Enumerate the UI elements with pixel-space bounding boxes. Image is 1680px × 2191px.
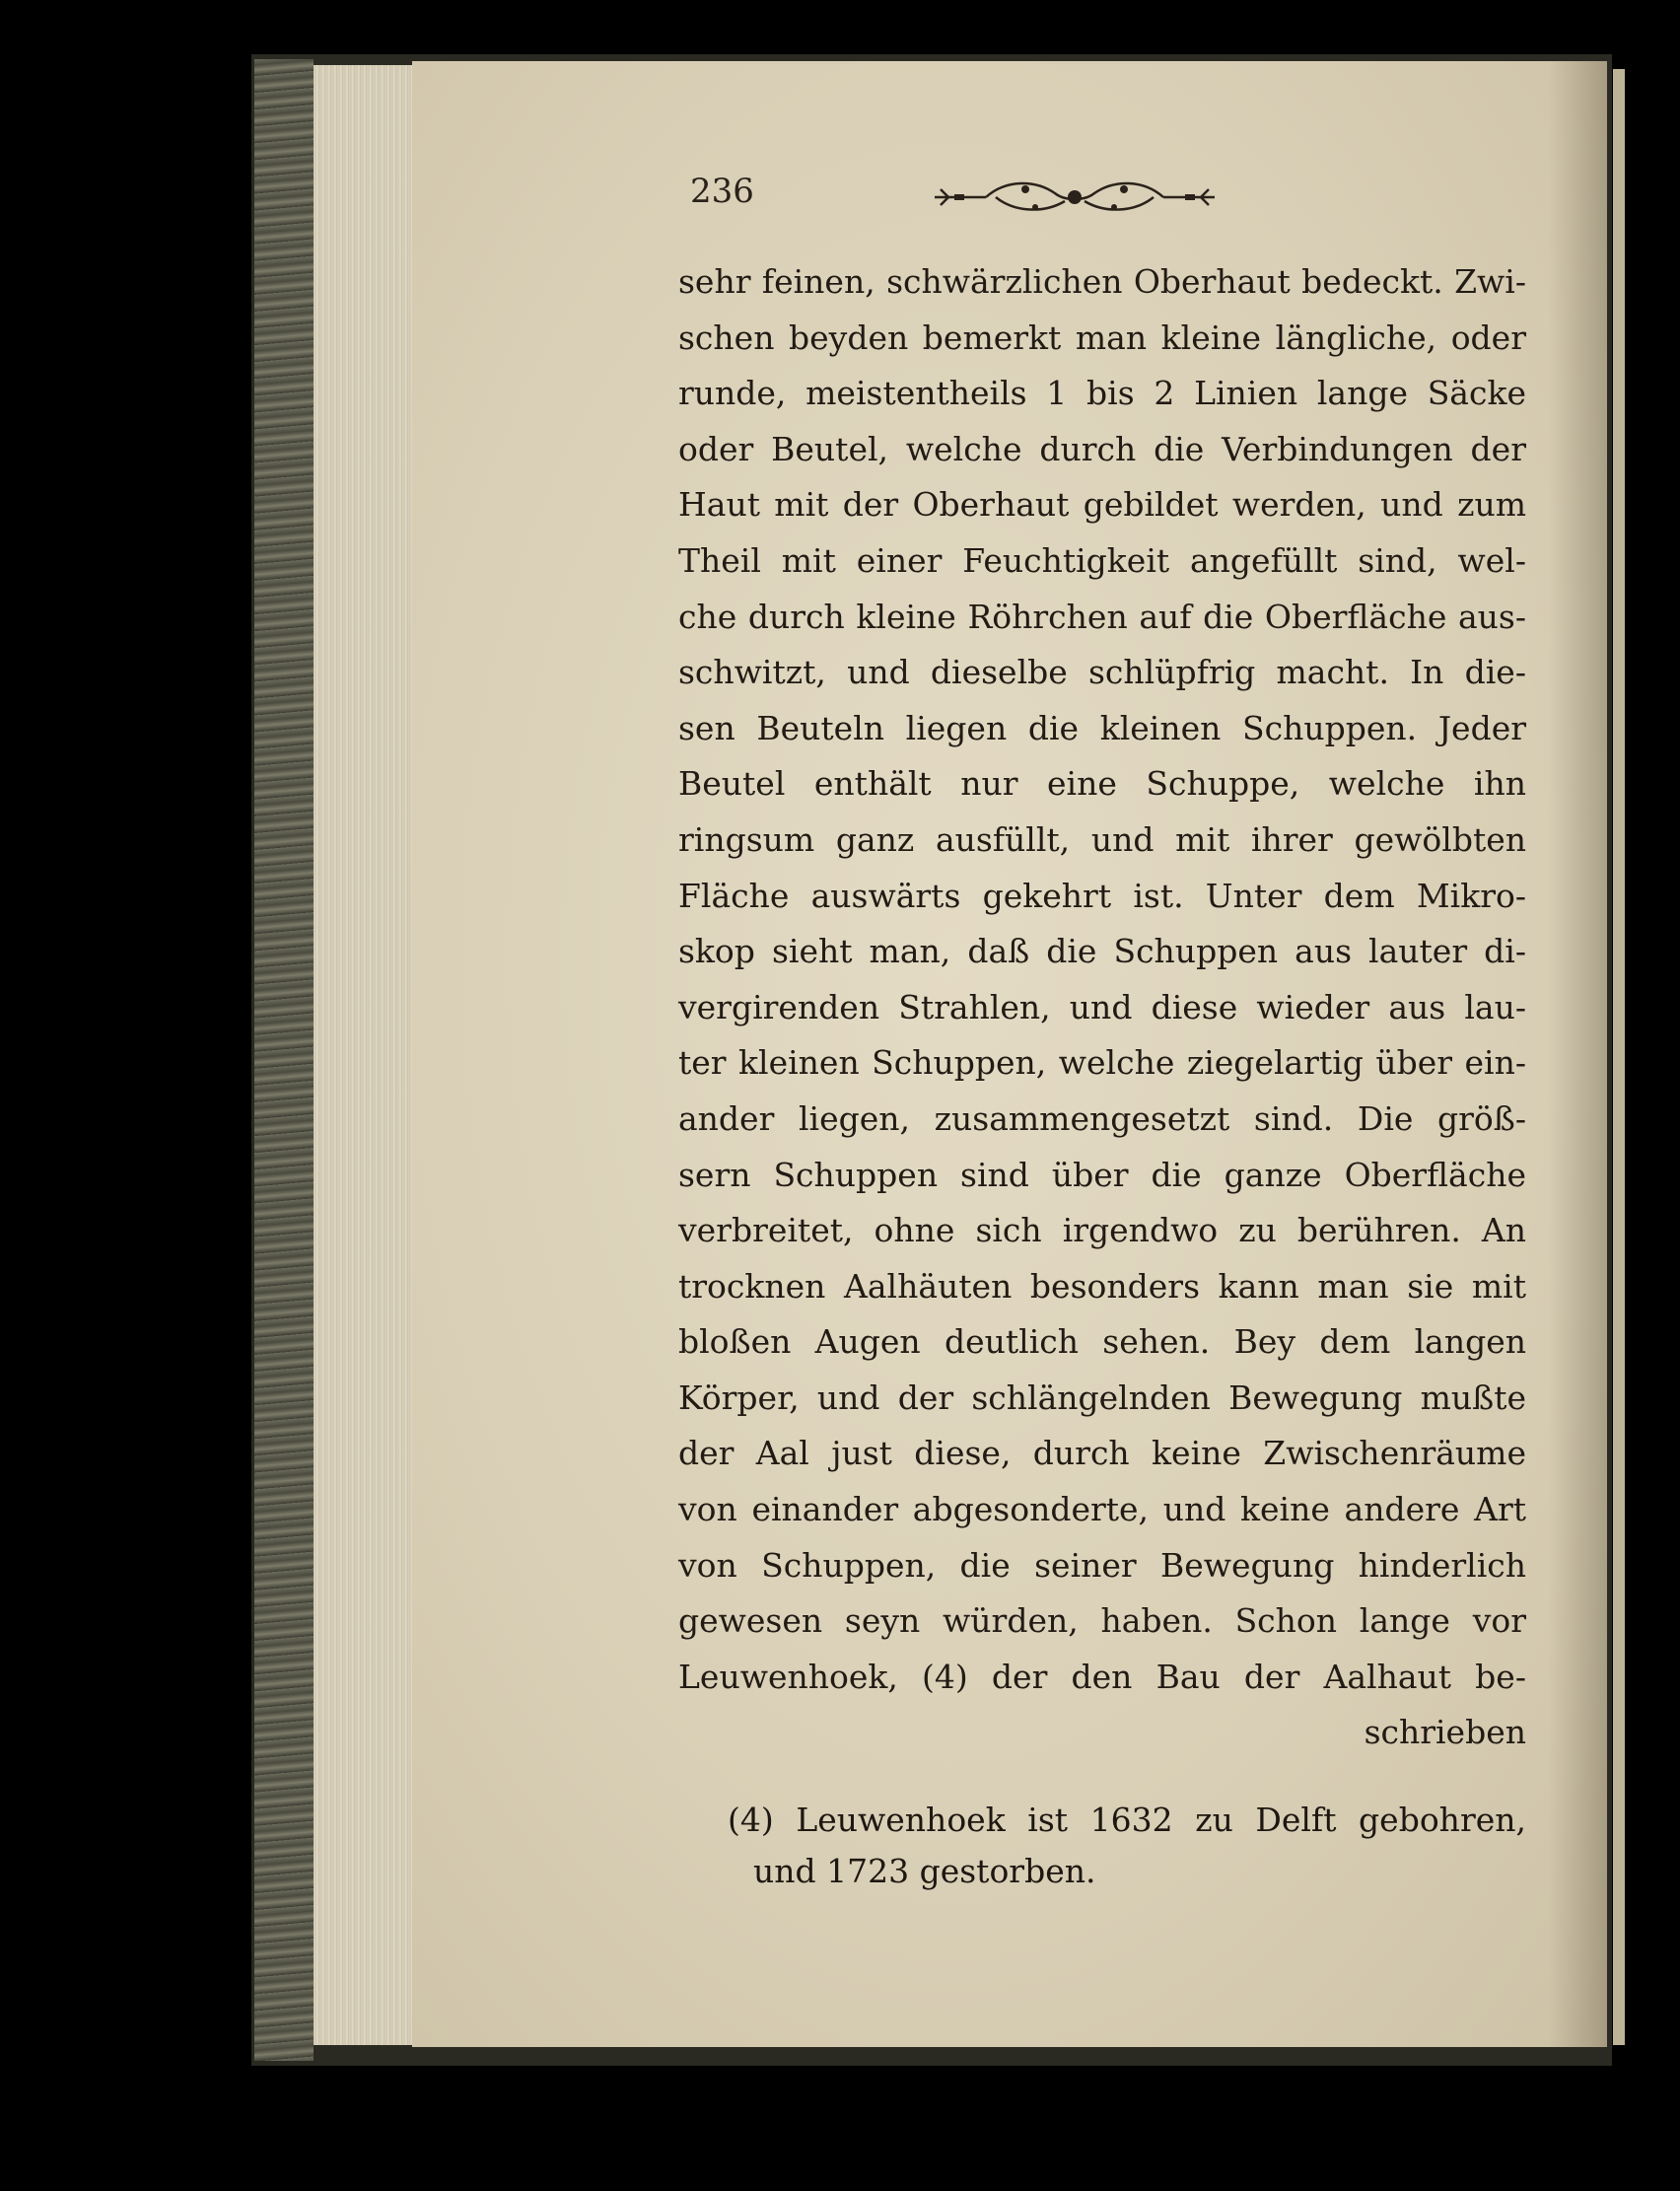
text-line: der Aal just diese, durch keine Zwischenräume	[678, 1434, 1526, 1473]
text-line: trocknen Aalhäuten besonders kann man sie mit	[678, 1266, 1526, 1306]
text-line: ter kleinen Schuppen, welche ziegelartig über ein-	[678, 1043, 1526, 1083]
text-line: Fläche auswärts gekehrt ist. Unter dem Mikro-	[678, 876, 1526, 915]
text-line: Beutel enthält nur eine Schuppe, welche ihn	[678, 764, 1526, 804]
marbled-cover-edge	[254, 59, 314, 2061]
text-line: Leuwenhoek, (4) der den Bau der Aalhaut be-	[678, 1657, 1526, 1696]
text-line: Körper, und der schlängelnden Bewegung mußte	[678, 1378, 1526, 1417]
text-line: vergirenden Strahlen, und diese wieder aus lau-	[678, 987, 1526, 1026]
text-line: oder Beutel, welche durch die Verbindungen der	[678, 429, 1526, 468]
text-line: gewesen seyn würden, haben. Schon lange vor	[678, 1601, 1526, 1641]
text-line: skop sieht man, daß die Schuppen aus lauter di-	[678, 932, 1526, 971]
text-line: sen Beuteln liegen die kleinen Schuppen. Jeder	[678, 708, 1526, 747]
text-line: ander liegen, zusammengesetzt sind. Die größ-	[678, 1098, 1526, 1138]
footnote-line: und 1723 gestorben.	[753, 1852, 1096, 1890]
text-line: verbreitet, ohne sich irgendwo zu berühren. An	[678, 1211, 1526, 1250]
text-line: sehr feinen, schwärzlichen Oberhaut bedeckt. Zwi-	[678, 262, 1526, 301]
footnote	[728, 1795, 1526, 1897]
floral-vignette-icon	[927, 176, 1223, 219]
text-line: ringsum ganz ausfüllt, und mit ihrer gewölbten	[678, 819, 1526, 859]
body-text	[678, 254, 1526, 1761]
text-line: schrieben	[1364, 1713, 1526, 1752]
text-line: von einander abgesonderte, und keine andere Art	[678, 1490, 1526, 1529]
text-line: schwitzt, und dieselbe schlüpfrig macht. In die-	[678, 653, 1526, 692]
text-line: bloßen Augen deutlich sehen. Bey dem langen	[678, 1322, 1526, 1362]
page-gutter-shadow	[1548, 61, 1607, 2047]
page-header	[690, 168, 1242, 227]
page-stack-edge	[314, 65, 412, 2045]
text-line: schen beyden bemerkt man kleine längliche, oder	[678, 318, 1526, 357]
text-line: runde, meistentheils 1 bis 2 Linien lange Säcke	[678, 374, 1526, 413]
text-line: che durch kleine Röhrchen auf die Oberfläche aus-	[678, 597, 1526, 636]
text-line: von Schuppen, die seiner Bewegung hinderlich	[678, 1545, 1526, 1585]
page-number: 236	[690, 172, 754, 211]
text-line: Theil mit einer Feuchtigkeit angefüllt sind, wel-	[678, 540, 1526, 580]
text-line: Haut mit der Oberhaut gebildet werden, und zum	[678, 485, 1526, 525]
facing-page-edge	[1613, 69, 1625, 2045]
footnote-line: (4) Leuwenhoek ist 1632 zu Delft gebohren,	[728, 1801, 1526, 1839]
text-line: sern Schuppen sind über die ganze Oberfläche	[678, 1155, 1526, 1194]
